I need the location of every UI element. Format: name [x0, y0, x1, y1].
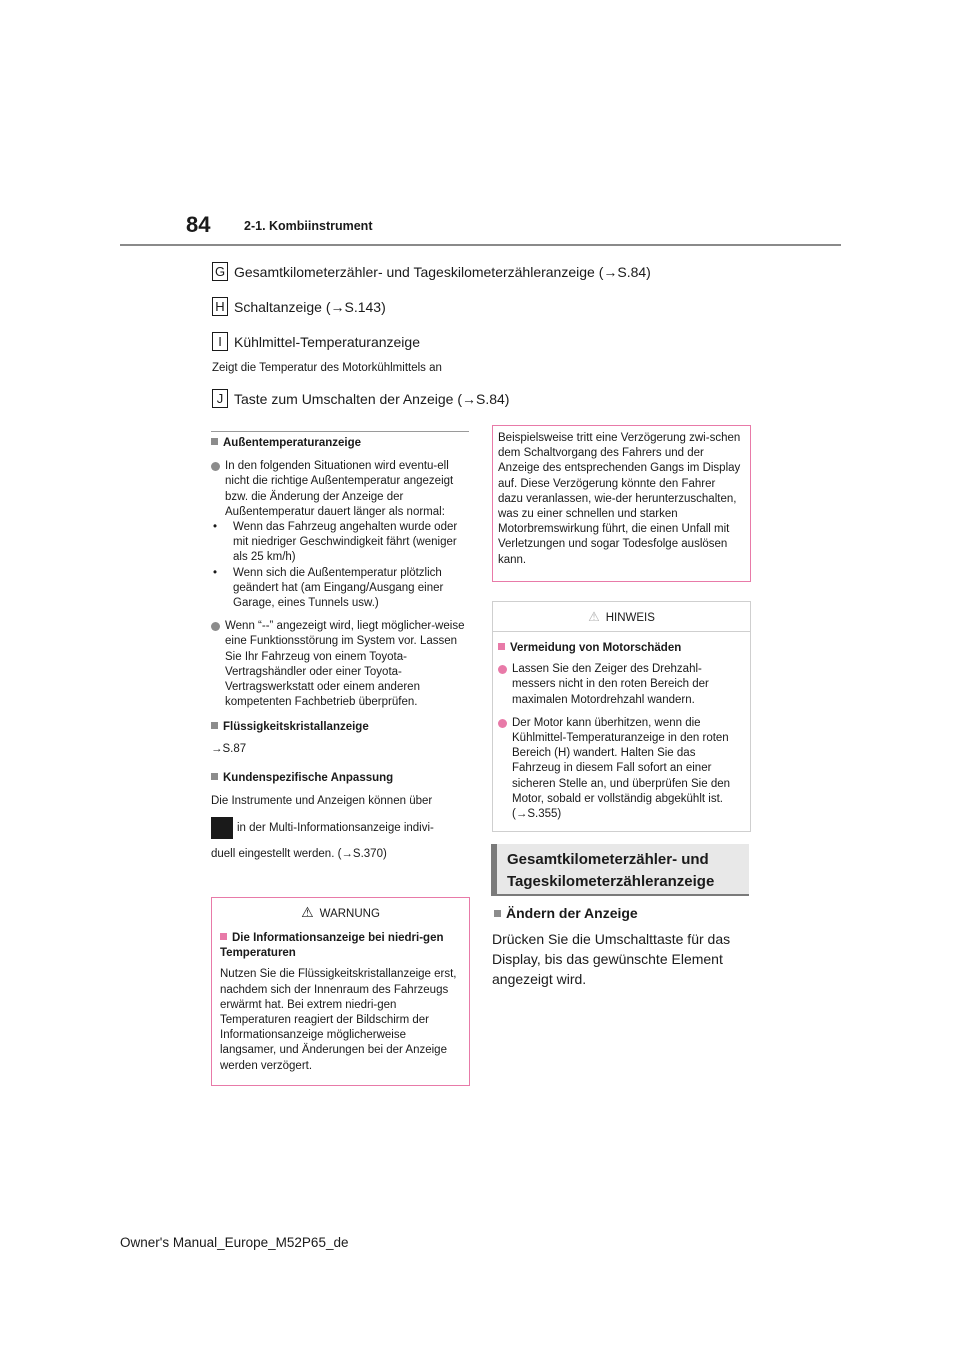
- custom-line-3: duell eingestellt werden. (→S.370): [211, 848, 387, 861]
- item-letter: I: [212, 332, 228, 351]
- square-bullet-icon: [211, 773, 218, 780]
- warning-body: Nutzen Sie die Flüssigkeitskristallanzeige erst, nachdem sich der Innenraum des Fahrzeugs erwärmt hat. Bei extrem niedri-gen Temperaturen reagiert der Bildschirm der Informationsanzeige möglicherweise langsamer, und Änderungen bei der Anzeige werden verzögert.: [220, 968, 457, 1072]
- caution-text: Beispielsweise tritt eine Verzögerung zwi-schen dem Schaltvorgang des Fahrers und der Anzeige des entsprechenden Gangs im Display auf. Diese Verzögerung könnte den Fahrer dazu veranlassen, wie-der herunterzuschalten, was zu einer schnellen und starken Motorbremswirkung führt, die einen Unfall mit Verletzungen und sogar Todesfolge auslösen kann.: [498, 432, 741, 566]
- item-h: [212, 297, 386, 316]
- square-bullet-icon: [211, 438, 218, 445]
- page-number: 84: [186, 212, 211, 237]
- warning-title-row: ⚠ WARNUNG: [301, 904, 380, 920]
- notice-heading: Vermeidung von Motorschäden: [498, 641, 742, 656]
- round-bullet-icon: [498, 719, 507, 728]
- square-bullet-icon: [498, 643, 505, 650]
- sub-bullet: • Wenn das Fahrzeug angehalten wurde oder mit niedriger Geschwindigkeit fährt (weniger als 25 km/h): [213, 521, 458, 564]
- notice-bullet-1: Lassen Sie den Zeiger des Drehzahl-messers nicht in den roten Bereich der maximalen Motordrehzahl wandern.: [498, 662, 742, 708]
- item-letter: G: [212, 262, 228, 281]
- square-bullet-icon: [211, 722, 218, 729]
- item-text: Schaltanzeige (→S.143): [234, 298, 386, 315]
- notice-box: [492, 601, 751, 832]
- caution-box: [492, 425, 751, 582]
- section-divider: [211, 431, 469, 432]
- round-bullet-icon: [211, 622, 220, 631]
- footer-text: Owner's Manual_Europe_M52P65_de: [120, 1235, 349, 1250]
- header-rule: [120, 244, 841, 246]
- lcd-heading: Flüssigkeitskristallanzeige: [211, 720, 469, 735]
- outside-temp-bullet-1: In den folgenden Situationen wird eventu-ell nicht die richtige Außentemperatur angezeigt bzw. die Änderung der Anzeige der Außentemperatur dauert länger als normal: • Wenn das Fahrzeug angehalten wurde oder mit niedriger Geschwindigkeit fährt (weniger als 25 km/h) • Wenn sich die Außentemperatur plötzlich geändert hat (am Eingang/Ausgang einer Garage, eines Tunnels usw.): [211, 459, 469, 611]
- lcd-reference: →S.87: [211, 742, 247, 755]
- notice-bullet-2: Der Motor kann überhitzen, wenn die Kühlmittel-Temperaturanzeige in den roten Bereich (H) wandert. Halten Sie das Fahrzeug in diesem Fall sofort an einer sicheren Stelle an, und überprüfen Sie den Motor, sobald er vollständig abgekühlt ist. (→S.355): [498, 716, 742, 822]
- item-letter: J: [212, 389, 228, 408]
- sub-bullet: • Wenn sich die Außentemperatur plötzlich geändert hat (am Eingang/Ausgang einer Garage, eines Tunnels usw.): [213, 566, 444, 610]
- caution-triangle-icon: ⚠: [588, 609, 600, 624]
- warning-heading: Die Informationsanzeige bei niedri-gen Temperaturen: [220, 932, 444, 960]
- warning-box: [211, 897, 470, 1086]
- item-text: Kühlmittel-Temperaturanzeige: [234, 333, 420, 350]
- outside-temp-section: [211, 436, 469, 862]
- gear-icon: [211, 817, 233, 839]
- coolant-description: Zeigt die Temperatur des Motorkühlmittels an: [212, 362, 442, 374]
- item-i: [212, 332, 420, 351]
- item-letter: H: [212, 297, 228, 316]
- item-text: Taste zum Umschalten der Anzeige (→S.84): [234, 390, 510, 407]
- section-body: Drücken Sie die Umschalttaste für das Display, bis das gewünschte Element angezeigt wird.: [492, 931, 731, 987]
- round-bullet-icon: [498, 665, 507, 674]
- square-bullet-icon: [494, 910, 501, 917]
- round-bullet-icon: [211, 462, 220, 471]
- notice-title-row: ⚠ HINWEIS: [588, 609, 655, 624]
- custom-line-2: in der Multi-Informationsanzeige indivi-: [211, 817, 469, 839]
- subsection-heading: Ändern der Anzeige: [494, 905, 638, 921]
- chapter-title: 2-1. Kombiinstrument: [244, 219, 373, 233]
- custom-line-1: Die Instrumente und Anzeigen können über: [211, 795, 433, 808]
- warning-triangle-icon: ⚠: [301, 904, 314, 920]
- item-j: [212, 389, 509, 408]
- outside-temp-heading: Außentemperaturanzeige: [211, 436, 469, 451]
- item-g: [212, 262, 651, 281]
- outside-temp-bullet-2: Wenn “--” angezeigt wird, liegt möglicher-weise eine Funktionsstörung im System vor. Lassen Sie Ihr Fahrzeug von einem Toyota-Vertragshändler oder einer Toyota-Vertragswerkstatt oder einem anderen kompetenten Fachbetrieb überprüfen.: [211, 619, 469, 710]
- section-heading: Gesamtkilometerzähler- und Tageskilometerzähleranzeige: [491, 844, 749, 896]
- custom-heading: Kundenspezifische Anpassung: [211, 771, 469, 786]
- notice-divider: [493, 631, 750, 632]
- square-bullet-icon: [220, 933, 227, 940]
- item-text: Gesamtkilometerzähler- und Tageskilometerzähleranzeige (→S.84): [234, 263, 651, 280]
